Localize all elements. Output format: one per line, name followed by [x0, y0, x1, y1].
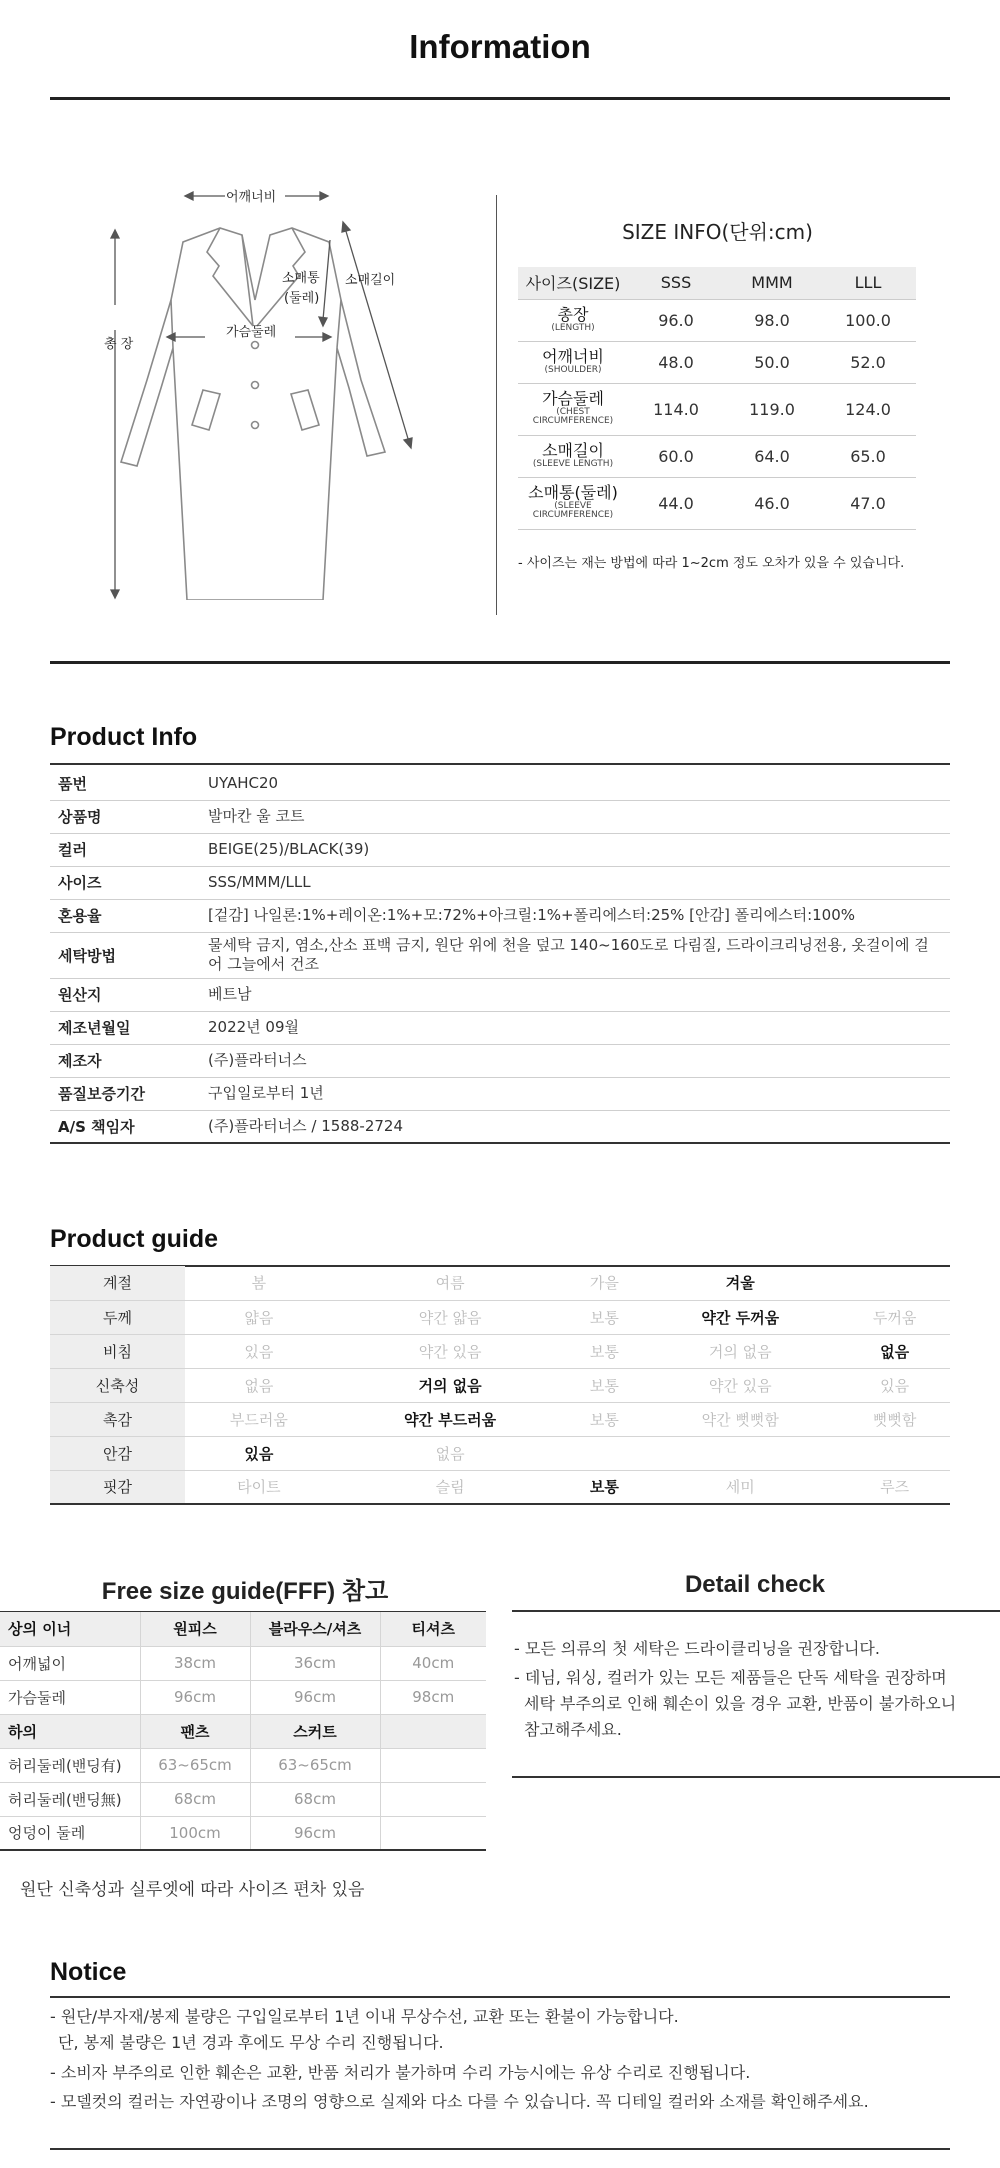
table-row — [50, 978, 950, 1011]
free-size-key: 허리둘레(밴딩有) — [0, 1748, 140, 1782]
guide-option: 부드러움 — [185, 1402, 333, 1436]
guide-option: 있음 — [185, 1436, 333, 1470]
guide-key: 신축성 — [50, 1368, 185, 1402]
guide-option: 보통 — [567, 1334, 641, 1368]
guide-option: 보통 — [567, 1368, 641, 1402]
free-size-table — [0, 1612, 486, 1851]
table-row — [0, 1714, 486, 1748]
free-size-cell: 98cm — [380, 1680, 486, 1714]
guide-option: 보통 — [567, 1402, 641, 1436]
table-row — [0, 1612, 486, 1646]
guide-option: 두꺼움 — [839, 1300, 950, 1334]
info-value: BEIGE(25)/BLACK(39) — [200, 833, 950, 866]
label-sleeve-width-sub: (둘레) — [284, 291, 320, 306]
guide-option: 있음 — [839, 1368, 950, 1402]
guide-option: 없음 — [185, 1368, 333, 1402]
size-row-label: 소매길이 — [542, 440, 604, 460]
info-key: 혼용율 — [50, 899, 200, 932]
guide-option — [839, 1266, 950, 1300]
guide-option: 약간 뻣뻣함 — [641, 1402, 839, 1436]
guide-option: 세미 — [641, 1470, 839, 1504]
guide-key: 촉감 — [50, 1402, 185, 1436]
size-row-label: 가슴둘레 — [542, 389, 604, 409]
guide-option: 얇음 — [185, 1300, 333, 1334]
info-value: SSS/MMM/LLL — [200, 866, 950, 899]
table-row — [50, 1266, 950, 1300]
size-row-label: 소매통(둘레) — [528, 483, 618, 503]
size-cell: 48.0 — [628, 341, 724, 383]
free-size-cell: 38cm — [140, 1646, 250, 1680]
free-size-note: 원단 신축성과 실루엣에 따라 사이즈 편차 있음 — [20, 1880, 365, 1900]
vertical-divider — [496, 195, 497, 615]
size-col-header: SSS — [628, 267, 724, 299]
guide-option: 없음 — [839, 1334, 950, 1368]
guide-option — [641, 1436, 839, 1470]
size-cell: 52.0 — [820, 341, 916, 383]
label-chest: 가슴둘레 — [226, 325, 277, 340]
guide-key: 핏감 — [50, 1470, 185, 1504]
table-row — [50, 1300, 950, 1334]
free-size-cell: 100cm — [140, 1816, 250, 1850]
size-cell: 46.0 — [724, 477, 820, 529]
table-row — [518, 477, 916, 529]
guide-option: 약간 얇음 — [333, 1300, 568, 1334]
size-cell: 50.0 — [724, 341, 820, 383]
size-row-label: 총장 — [557, 304, 589, 324]
guide-option: 가을 — [567, 1266, 641, 1300]
free-size-cell: 스커트 — [250, 1714, 380, 1748]
free-size-cell: 96cm — [140, 1680, 250, 1714]
table-row — [50, 1402, 950, 1436]
info-key: 상품명 — [50, 800, 200, 833]
guide-option: 거의 없음 — [641, 1334, 839, 1368]
free-size-cell: 63~65cm — [250, 1748, 380, 1782]
info-key: 제조년월일 — [50, 1011, 200, 1044]
label-length: 총 장 — [104, 337, 134, 352]
guide-option: 여름 — [333, 1266, 568, 1300]
free-size-cell — [380, 1782, 486, 1816]
info-key: 품번 — [50, 767, 200, 800]
label-sleeve-width: 소매통 — [282, 271, 320, 286]
table-row — [50, 1011, 950, 1044]
size-cell: 60.0 — [628, 435, 724, 477]
guide-option: 약간 부드러움 — [333, 1402, 568, 1436]
table-row — [50, 932, 950, 978]
notice-line: 단, 봉제 불량은 1년 경과 후에도 무상 수리 진행됩니다. — [58, 2033, 444, 2053]
size-row-sublabel: (CHEST CIRCUMFERENCE) — [532, 406, 614, 427]
guide-option: 있음 — [185, 1334, 333, 1368]
size-cell: 96.0 — [628, 299, 724, 341]
size-cell: 65.0 — [820, 435, 916, 477]
info-value: 2022년 09월 — [200, 1011, 950, 1044]
size-cell: 98.0 — [724, 299, 820, 341]
size-cell: 47.0 — [820, 477, 916, 529]
guide-option: 거의 없음 — [333, 1368, 568, 1402]
notice-line: - 소비자 부주의로 인한 훼손은 교환, 반품 처리가 불가하며 수리 가능시에는 유상 수리로 진행됩니다. — [50, 2062, 751, 2082]
table-row — [50, 866, 950, 899]
free-size-key: 허리둘레(밴딩無) — [0, 1782, 140, 1816]
detail-check-line: 세탁 부주의로 인해 훼손이 있을 경우 교환, 반품이 불가하오니 — [524, 1693, 957, 1713]
guide-option: 뻣뻣함 — [839, 1402, 950, 1436]
size-note: - 사이즈는 재는 방법에 따라 1~2cm 정도 오차가 있을 수 있습니다. — [518, 556, 905, 571]
free-size-key: 어깨넓이 — [0, 1646, 140, 1680]
free-size-cell: 블라우스/셔츠 — [250, 1612, 380, 1646]
detail-check-line: 참고해주세요. — [524, 1719, 622, 1739]
notice-line: - 원단/부자재/봉제 불량은 구입일로부터 1년 이내 무상수선, 교환 또는 환불이 가능합니다. — [50, 2007, 679, 2026]
guide-option: 루즈 — [839, 1470, 950, 1504]
divider — [50, 661, 950, 664]
guide-key: 두께 — [50, 1300, 185, 1334]
notice-line: - 모델컷의 컬러는 자연광이나 조명의 영향으로 실제와 다소 다를 수 있습니다. 꼭 디테일 컬러와 소재를 확인해주세요. — [50, 2092, 869, 2112]
free-size-key: 하의 — [0, 1714, 140, 1748]
info-key: 제조자 — [50, 1044, 200, 1077]
table-row — [0, 1680, 486, 1714]
info-value: [겉감] 나일론:1%+레이온:1%+모:72%+아크릴:1%+폴리에스터:25% [안감] 폴리에스터:100% — [200, 899, 950, 932]
size-table — [518, 267, 916, 530]
table-row — [50, 767, 950, 800]
guide-key: 계절 — [50, 1266, 185, 1300]
free-size-cell: 68cm — [140, 1782, 250, 1816]
guide-option: 겨울 — [641, 1266, 839, 1300]
free-size-cell — [380, 1816, 486, 1850]
info-key: 원산지 — [50, 978, 200, 1011]
info-value: 물세탁 금지, 염소,산소 표백 금지, 원단 위에 천을 덮고 140~160도로 다림질, 드라이크리닝전용, 옷걸이에 걸어 그늘에서 건조 — [200, 932, 950, 978]
free-size-cell: 티셔츠 — [380, 1612, 486, 1646]
size-cell: 64.0 — [724, 435, 820, 477]
table-row — [50, 1110, 950, 1143]
product-guide-table — [50, 1266, 950, 1505]
info-value: 베트남 — [200, 978, 950, 1011]
info-value: (주)플라터너스 — [200, 1044, 950, 1077]
guide-key: 안감 — [50, 1436, 185, 1470]
info-key: 컬러 — [50, 833, 200, 866]
detail-check-line: - 데님, 워싱, 컬러가 있는 모든 제품들은 단독 세탁을 권장하며 — [514, 1667, 947, 1687]
free-size-cell — [380, 1714, 486, 1748]
guide-option: 타이트 — [185, 1470, 333, 1504]
table-row — [50, 1334, 950, 1368]
free-size-cell: 96cm — [250, 1816, 380, 1850]
table-row — [518, 299, 916, 341]
table-row — [50, 1436, 950, 1470]
guide-option: 봄 — [185, 1266, 333, 1300]
free-size-cell: 40cm — [380, 1646, 486, 1680]
free-size-key: 상의 이너 — [0, 1612, 140, 1646]
detail-check-title: Detail check — [684, 1571, 826, 1598]
free-size-cell: 36cm — [250, 1646, 380, 1680]
table-row — [50, 899, 950, 932]
size-col-header: MMM — [724, 267, 820, 299]
guide-option: 약간 있음 — [333, 1334, 568, 1368]
info-value: 발마칸 울 코트 — [200, 800, 950, 833]
size-row-sublabel: (SLEEVE CIRCUMFERENCE) — [532, 500, 614, 521]
guide-option: 보통 — [567, 1470, 641, 1504]
divider — [50, 2148, 950, 2150]
table-row — [50, 1044, 950, 1077]
info-key: A/S 책임자 — [50, 1110, 200, 1143]
table-row — [50, 1368, 950, 1402]
size-cell: 100.0 — [820, 299, 916, 341]
info-key: 사이즈 — [50, 866, 200, 899]
size-cell: 44.0 — [628, 477, 724, 529]
guide-option — [567, 1436, 641, 1470]
table-row — [0, 1748, 486, 1782]
free-size-cell: 원피스 — [140, 1612, 250, 1646]
product-info-table — [50, 767, 950, 1144]
info-key: 품질보증기간 — [50, 1077, 200, 1110]
product-info-title: Product Info — [50, 723, 198, 751]
free-size-key: 엉덩이 둘레 — [0, 1816, 140, 1850]
free-size-cell: 63~65cm — [140, 1748, 250, 1782]
page-title: Information — [409, 28, 591, 65]
free-size-cell — [380, 1748, 486, 1782]
guide-option: 보통 — [567, 1300, 641, 1334]
table-row — [518, 383, 916, 435]
size-row-sublabel: (LENGTH) — [551, 322, 595, 333]
free-size-cell: 96cm — [250, 1680, 380, 1714]
product-guide-title: Product guide — [50, 1225, 219, 1253]
notice-body — [50, 2004, 950, 2119]
guide-option: 없음 — [333, 1436, 568, 1470]
table-row — [50, 1077, 950, 1110]
free-size-title: Free size guide(FFF) 참고 — [101, 1578, 389, 1605]
size-col-header: 사이즈(SIZE) — [518, 267, 628, 299]
free-size-key: 가슴둘레 — [0, 1680, 140, 1714]
coat-measurement-diagram — [95, 180, 425, 600]
table-row — [0, 1782, 486, 1816]
table-row — [50, 833, 950, 866]
table-row — [518, 341, 916, 383]
size-cell: 119.0 — [724, 383, 820, 435]
divider — [50, 97, 950, 100]
info-value: UYAHC20 — [200, 767, 950, 800]
label-sleeve-length: 소매길이 — [345, 273, 396, 288]
notice-title: Notice — [50, 1958, 127, 1986]
info-key: 세탁방법 — [50, 932, 200, 978]
detail-check-line: - 모든 의류의 첫 세탁은 드라이클리닝을 권장합니다. — [514, 1639, 880, 1658]
guide-option: 슬림 — [333, 1470, 568, 1504]
table-row — [518, 435, 916, 477]
divider — [50, 1996, 950, 1998]
label-shoulder: 어깨너비 — [226, 190, 277, 205]
table-row — [50, 1470, 950, 1504]
detail-check-box — [512, 1610, 1000, 1778]
guide-key: 비침 — [50, 1334, 185, 1368]
size-cell: 124.0 — [820, 383, 916, 435]
info-value: (주)플라터너스 / 1588-2724 — [200, 1110, 950, 1143]
table-row — [0, 1646, 486, 1680]
guide-option: 약간 두꺼움 — [641, 1300, 839, 1334]
free-size-cell: 68cm — [250, 1782, 380, 1816]
divider — [50, 763, 950, 765]
size-cell: 114.0 — [628, 383, 724, 435]
size-info-title: SIZE INFO(단위:cm) — [622, 220, 813, 244]
free-size-cell: 팬츠 — [140, 1714, 250, 1748]
guide-option: 약간 있음 — [641, 1368, 839, 1402]
table-row — [0, 1816, 486, 1850]
info-value: 구입일로부터 1년 — [200, 1077, 950, 1110]
guide-option — [839, 1436, 950, 1470]
size-row-sublabel: (SLEEVE LENGTH) — [532, 458, 614, 469]
size-row-sublabel: (SHOULDER) — [544, 364, 602, 375]
size-row-label: 어깨너비 — [542, 346, 604, 366]
table-row — [50, 800, 950, 833]
size-col-header: LLL — [820, 267, 916, 299]
